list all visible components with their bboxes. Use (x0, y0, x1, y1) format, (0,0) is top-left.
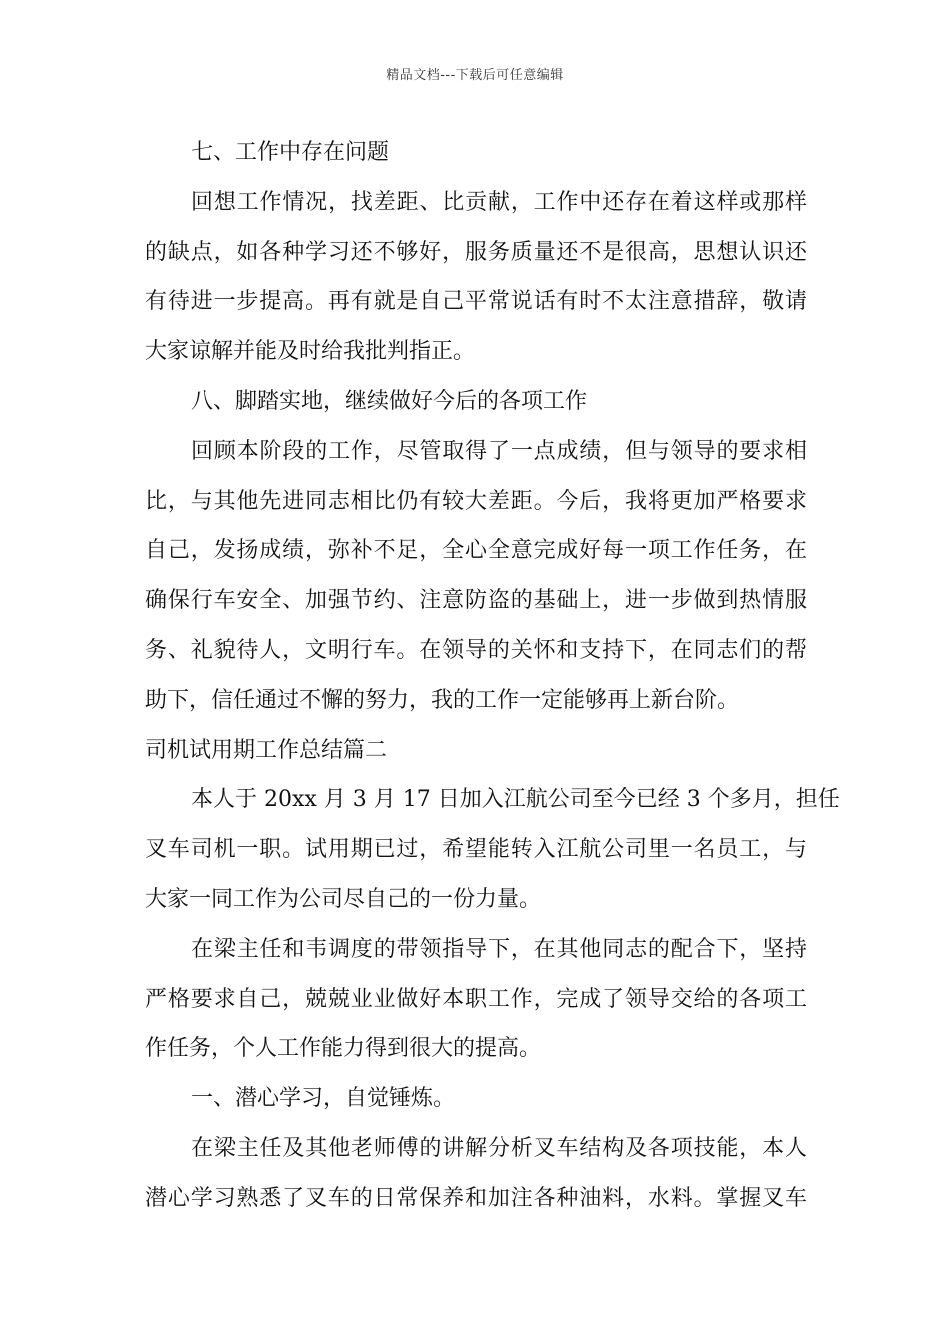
body-line: 叉车司机一职。试用期已过，希望能转入江航公司里一名员工，与 (145, 837, 807, 863)
body-line: 八、脚踏实地，继续做好今后的各项工作 (191, 388, 588, 414)
body-line: 七、工作中存在问题 (191, 140, 390, 165)
body-line: 比，与其他先进同志相比仍有较大差距。今后，我将更加严格要求 (145, 488, 807, 514)
body-line: 自己，发扬成绩，弥补不足，全心全意完成好每一项工作任务，在 (145, 538, 807, 564)
body-line: 在梁主任及其他老师傅的讲解分析叉车结构及各项技能，本人 (191, 1135, 807, 1161)
body-line: 本人于 20xx 月 3 月 17 日加入江航公司至今已经 3 个多月，担任 (191, 787, 840, 813)
body-line: 确保行车安全、加强节约、注意防盗的基础上，进一步做到热情服 (145, 588, 807, 614)
body-line: 一、潜心学习，自觉锤炼。 (191, 1086, 456, 1112)
body-line: 在梁主任和韦调度的带领指导下，在其他同志的配合下，坚持 (191, 936, 807, 962)
body-line: 潜心学习熟悉了叉车的日常保养和加注各种油料，水料。掌握叉车 (145, 1185, 807, 1211)
body-line: 大家一同工作为公司尽自己的一份力量。 (145, 886, 542, 912)
document-body (145, 128, 840, 1224)
body-line: 回顾本阶段的工作，尽管取得了一点成绩，但与领导的要求相 (191, 438, 807, 464)
page-header: 精品文档---下载后可任意编辑 (386, 68, 564, 83)
body-line: 的缺点，如各种学习还不够好，服务质量还不是很高，思想认识还 (145, 239, 807, 265)
body-line: 回想工作情况，找差距、比贡献，工作中还存在着这样或那样 (191, 189, 807, 215)
body-line: 作任务，个人工作能力得到很大的提高。 (145, 1036, 542, 1062)
section-title: 司机试用期工作总结篇二 (145, 737, 388, 763)
body-line: 助下，信任通过不懈的努力，我的工作一定能够再上新台阶。 (145, 687, 740, 713)
body-line: 务、礼貌待人，文明行车。在领导的关怀和支持下，在同志们的帮 (145, 637, 807, 663)
body-line: 有待进一步提高。再有就是自己平常说话有时不太注意措辞，敬请 (145, 289, 807, 315)
body-line: 大家谅解并能及时给我批判指正。 (145, 339, 476, 365)
body-line: 严格要求自己，兢兢业业做好本职工作，完成了领导交给的各项工 (145, 986, 807, 1012)
